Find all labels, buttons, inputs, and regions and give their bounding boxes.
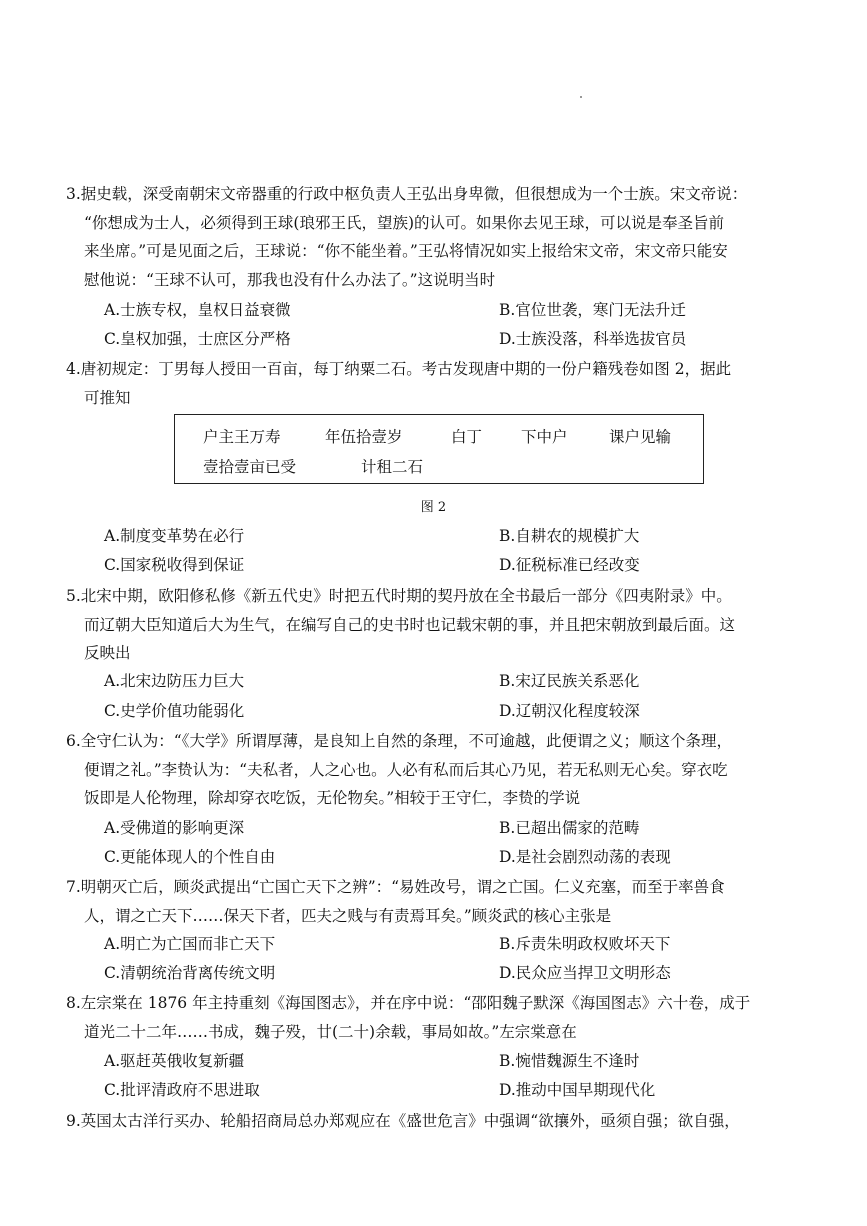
figure-cell: 户主王万寿 <box>203 428 281 446</box>
question-stem-line: 便谓之礼。”李贽认为：“夫私者，人之心也。人必有私而后其心乃见，若无私则无心矣。穿衣吃 <box>84 760 728 779</box>
question-3 <box>66 180 816 294</box>
question-stem-line: 8.左宗棠在 1876 年主持重刻《海国图志》，并在序中说：“邵阳魏子默深《海国图志》六十卷，成于 <box>66 994 751 1012</box>
option-c: C.清朝统治背离传统文明 <box>104 964 276 982</box>
option-d: D.士族没落，科举选拔官员 <box>499 330 687 348</box>
question-stem-line: 道光二十二年……书成，魏子殁，廿(二十)余载，事局如故。”左宗棠意在 <box>84 1022 577 1041</box>
question-7 <box>66 873 816 930</box>
option-a: A.驱赶英俄收复新疆 <box>104 1052 245 1070</box>
question-stem-line: 慰他说：“王球不认可，那我也没有什么办法了。”这说明当时 <box>84 270 496 289</box>
figure-cell: 壹拾壹亩已受 <box>203 458 297 476</box>
options-row <box>104 699 804 727</box>
option-b: B.宋辽民族关系恶化 <box>499 672 640 690</box>
question-9 <box>66 1107 816 1136</box>
question-5 <box>66 582 816 668</box>
option-a: A.受佛道的影响更深 <box>104 819 245 837</box>
option-d: D.辽朝汉化程度较深 <box>499 702 640 720</box>
question-4 <box>66 355 816 412</box>
option-d: D.推动中国早期现代化 <box>499 1081 656 1099</box>
option-b: B.惋惜魏源生不逢时 <box>499 1052 640 1070</box>
option-d: D.是社会剧烈动荡的表现 <box>499 848 671 866</box>
figure-cell: 课户见输 <box>609 428 672 446</box>
question-stem-line: 来坐席。”可是见面之后，王球说：“你不能坐着。”王弘将情况如实上报给宋文帝，宋文帝只能安 <box>84 242 728 260</box>
figure-cell: 计租二石 <box>361 458 424 476</box>
option-a: A.北宋边防压力巨大 <box>104 672 245 690</box>
options-row <box>104 961 804 989</box>
question-stem-line: 5.北宋中期，欧阳修私修《新五代史》时把五代时期的契丹放在全书最后一部分《四夷附录》中。 <box>66 587 732 605</box>
question-6 <box>66 727 816 813</box>
option-b: B.自耕农的规模扩大 <box>499 527 640 545</box>
question-stem-line: 3.据史载，深受南朝宋文帝器重的行政中枢负责人王弘出身卑微，但很想成为一个士族。宋文帝说： <box>66 185 748 203</box>
option-b: B.斥责朱明政权败坏天下 <box>499 935 671 953</box>
option-d: D.民众应当捍卫文明形态 <box>499 964 671 982</box>
option-a: A.士族专权，皇权日益衰微 <box>104 301 291 319</box>
question-stem-line: “你想成为士人，必须得到王球(琅邪王氏，望族)的认可。如果你去见王球，可以说是奉圣旨前 <box>84 213 725 232</box>
option-a: A.明亡为亡国而非亡天下 <box>104 935 276 953</box>
options-row <box>104 327 804 355</box>
question-stem-line: 7.明朝灭亡后，顾炎武提出“亡国亡天下之辨”：“易姓改号，谓之亡国。仁义充塞，而至于率兽食 <box>66 878 725 896</box>
options-row <box>104 298 804 326</box>
options-row <box>104 1078 804 1106</box>
options-row <box>104 845 804 873</box>
question-stem-line: 而辽朝大臣知道后大为生气，在编写自己的史书时也记载宋朝的事，并且把宋朝放到最后面。这 <box>84 615 736 634</box>
option-c: C.皇权加强，士庶区分严格 <box>104 330 291 348</box>
scan-speck <box>580 96 582 98</box>
household-register-figure <box>174 414 704 484</box>
option-b: B.已超出儒家的范畴 <box>499 819 640 837</box>
option-b: B.官位世袭，寒门无法升迁 <box>499 301 686 319</box>
figure-cell: 下中户 <box>521 428 568 446</box>
options-row <box>104 553 804 581</box>
options-row <box>104 524 804 552</box>
option-c: C.批评清政府不思进取 <box>104 1081 260 1099</box>
options-row <box>104 816 804 844</box>
options-row <box>104 932 804 960</box>
question-stem-line: 6.全守仁认为：“《大学》所谓厚薄，是良知上自然的条理，不可逾越，此便谓之义；顺这个条理， <box>66 732 732 750</box>
question-stem-line: 反映出 <box>84 644 131 662</box>
option-c: C.史学价值功能弱化 <box>104 702 245 720</box>
figure-cell: 白丁 <box>451 428 483 446</box>
question-stem-line: 4.唐初规定：丁男每人授田一百亩，每丁纳粟二石。考古发现唐中期的一份户籍残卷如图 2，据此 <box>66 360 732 378</box>
figure-cell: 年伍拾壹岁 <box>325 428 403 446</box>
figure-caption: 图 2 <box>420 500 447 515</box>
options-row <box>104 1049 804 1077</box>
question-stem-line: 饭即是人伦物理，除却穿衣吃饭，无伦物矣。”相较于王守仁，李贽的学说 <box>84 789 581 807</box>
option-d: D.征税标准已经改变 <box>499 556 640 574</box>
option-c: C.更能体现人的个性自由 <box>104 848 276 866</box>
option-c: C.国家税收得到保证 <box>104 556 245 574</box>
option-a: A.制度变革势在必行 <box>104 527 245 545</box>
options-row <box>104 669 804 697</box>
question-stem-line: 可推知 <box>84 388 131 407</box>
question-8 <box>66 989 816 1046</box>
question-stem-line: 9.英国太古洋行买办、轮船招商局总办郑观应在《盛世危言》中强调“欲攘外，亟须自强；欲自强， <box>66 1112 740 1130</box>
question-stem-line: 人，谓之亡天下……保天下者，匹夫之贱与有责焉耳矣。”顾炎武的核心主张是 <box>84 906 612 925</box>
